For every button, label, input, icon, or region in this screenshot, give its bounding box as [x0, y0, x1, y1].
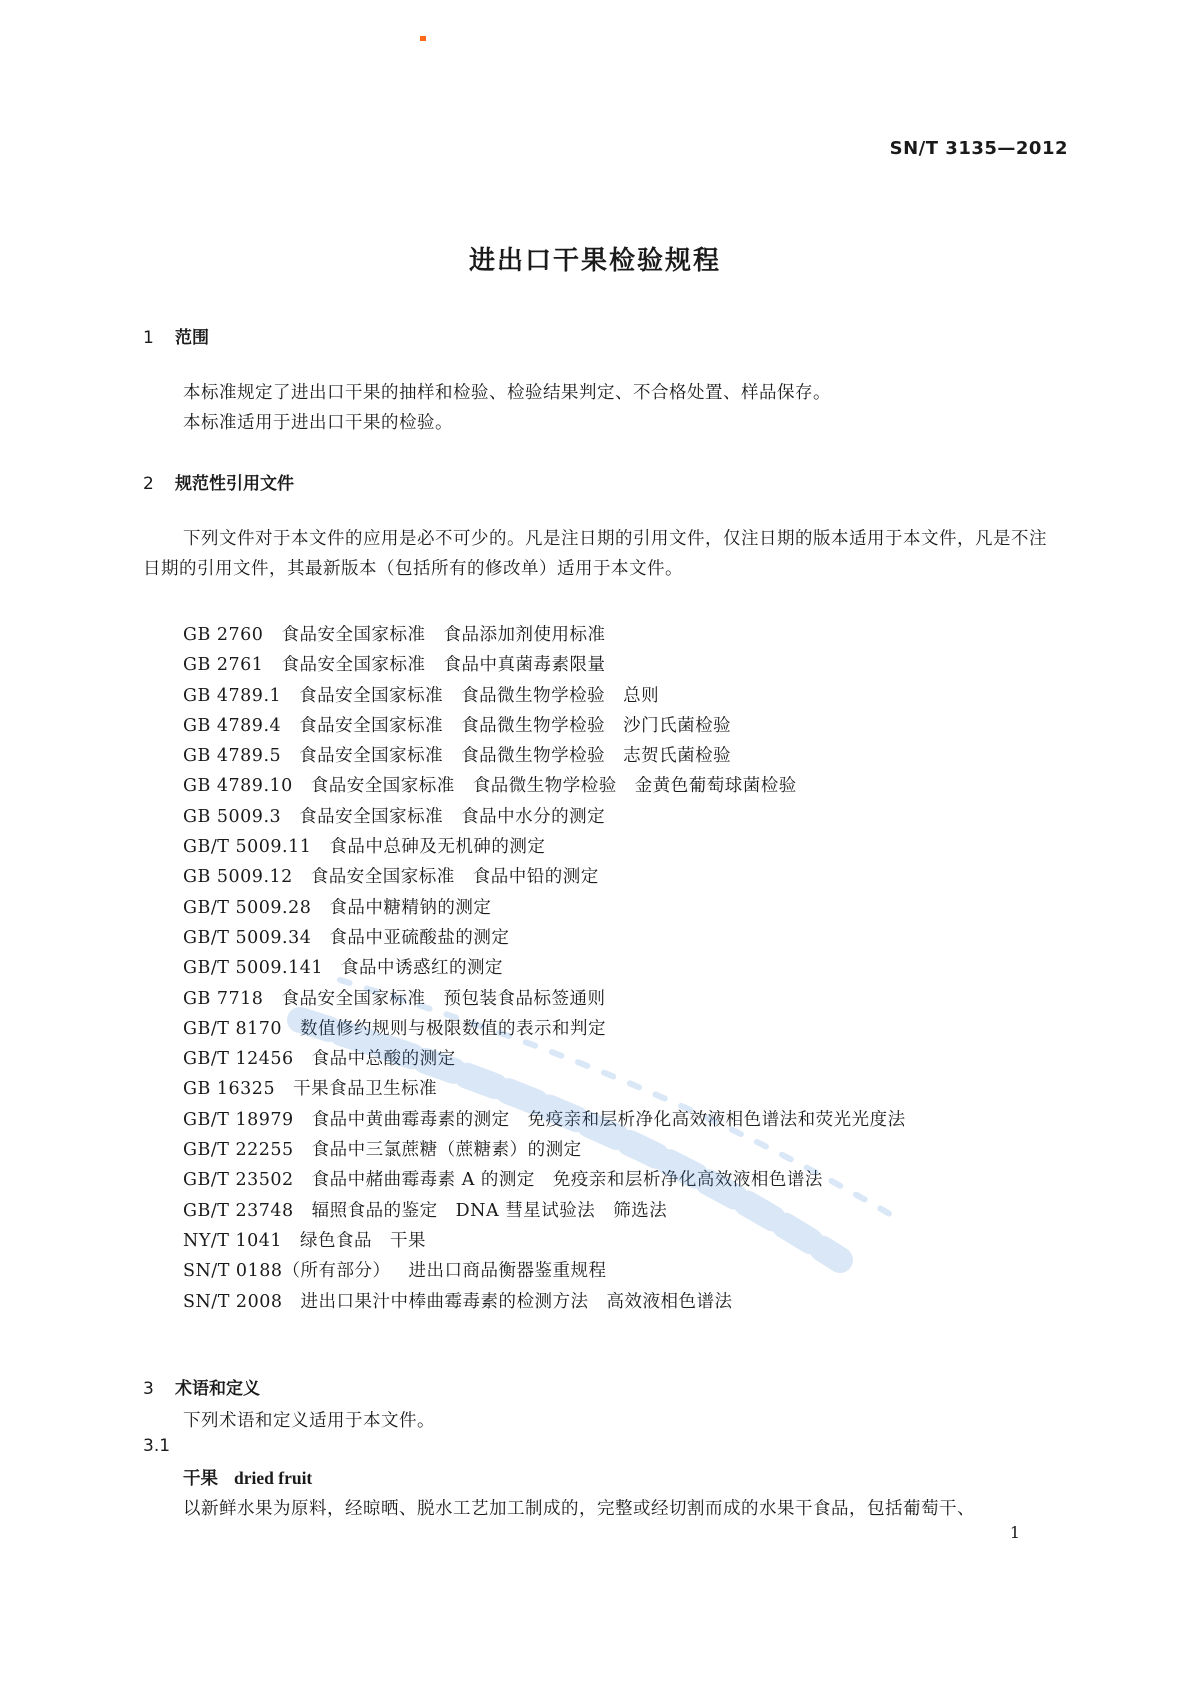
reference-item: [183, 681, 906, 711]
reference-title: 食品安全国家标准 食品微生物学检验 总则: [299, 685, 660, 706]
section-number: 3: [143, 1379, 154, 1399]
term-heading: [183, 1465, 312, 1490]
section-heading-scope: [143, 323, 209, 348]
reference-item: [183, 1074, 906, 1104]
term-number: 3.1: [143, 1436, 171, 1456]
reference-title: 食品中赭曲霉毒素 A 的测定 免疫亲和层析净化高效液相色谱法: [311, 1170, 823, 1191]
orange-marker: [420, 36, 426, 41]
reference-code: GB/T 18979: [183, 1109, 294, 1130]
reference-item: [183, 1196, 906, 1226]
reference-code: GB 5009.3: [183, 806, 282, 827]
reference-code: GB 2760: [183, 625, 264, 645]
reference-item: [183, 711, 906, 741]
term-en: dried fruit: [234, 1468, 313, 1488]
reference-title: 数值修约规则与极限数值的表示和判定: [300, 1018, 607, 1039]
reference-item: [183, 741, 906, 771]
reference-code: GB 2761: [183, 655, 264, 676]
reference-item: [183, 893, 906, 923]
document-title: 进出口干果检验规程: [468, 246, 721, 276]
section-title: 范围: [175, 328, 209, 348]
reference-code: GB/T 5009.34: [183, 927, 312, 948]
section-title: 术语和定义: [175, 1379, 260, 1399]
reference-code: NY/T 1041: [183, 1230, 283, 1251]
reference-list: [183, 620, 906, 1317]
reference-title: 干果食品卫生标准: [293, 1079, 438, 1100]
reference-item: [183, 1256, 906, 1286]
term-zh: 干果: [183, 1469, 218, 1489]
reference-title: 食品中黄曲霉毒素的测定 免疫亲和层析净化高效液相色谱法和荧光光度法: [311, 1109, 906, 1130]
reference-title: 食品中糖精钠的测定: [329, 897, 492, 918]
scope-paragraph-1: 本标准规定了进出口干果的抽样和检验、检验结果判定、不合格处置、样品保存。: [183, 383, 831, 403]
reference-title: 食品中诱惑红的测定: [340, 958, 503, 979]
reference-code: GB/T 8170: [183, 1018, 283, 1039]
reference-title: 食品安全国家标准 预包装食品标签通则: [281, 988, 606, 1009]
reference-item: [183, 771, 906, 801]
reference-title: 食品安全国家标准 食品中铅的测定: [310, 867, 599, 888]
reference-item: [183, 650, 906, 680]
section-title: 规范性引用文件: [175, 474, 294, 494]
reference-item: [183, 1105, 906, 1135]
reference-code: GB 4789.1: [183, 685, 282, 706]
reference-item: [183, 984, 906, 1014]
terms-intro: 下列术语和定义适用于本文件。: [183, 1411, 435, 1431]
reference-code: GB/T 22255: [183, 1140, 294, 1161]
reference-code: GB/T 5009.11: [183, 837, 312, 858]
reference-code: GB 4789.10: [183, 776, 293, 797]
reference-title: 食品安全国家标准 食品微生物学检验 金黄色葡萄球菌检验: [310, 776, 797, 797]
reference-item: [183, 1014, 906, 1044]
reference-code: GB 16325: [183, 1079, 276, 1100]
section-number: 2: [143, 474, 154, 494]
reference-item: [183, 923, 906, 953]
section-number: 1: [143, 328, 154, 348]
reference-title: 食品中总砷及无机砷的测定: [329, 837, 546, 858]
reference-title: 食品中总酸的测定: [311, 1049, 456, 1070]
reference-item: [183, 862, 906, 892]
standard-code: SN/T 3135—2012: [889, 138, 1068, 159]
reference-title: 食品安全国家标准 食品微生物学检验 志贺氏菌检验: [299, 746, 732, 767]
reference-item: [183, 832, 906, 862]
reference-code: SN/T 0188（所有部分）: [183, 1261, 391, 1282]
reference-item: [183, 1135, 906, 1165]
reference-item: [183, 620, 906, 650]
reference-title: 食品中亚硫酸盐的测定: [329, 927, 510, 948]
reference-code: GB/T 12456: [183, 1049, 294, 1070]
section-heading-normative: [143, 469, 294, 494]
reference-code: GB 4789.4: [183, 715, 282, 736]
reference-title: 进出口果汁中棒曲霉毒素的检测方法 高效液相色谱法: [300, 1291, 733, 1312]
reference-title: 食品安全国家标准 食品微生物学检验 沙门氏菌检验: [299, 715, 732, 736]
reference-title: 食品安全国家标准 食品中真菌毒素限量: [281, 655, 606, 676]
reference-item: [183, 953, 906, 983]
reference-title: 进出口商品衡器鉴重规程: [408, 1261, 607, 1282]
reference-code: GB/T 5009.141: [183, 958, 323, 979]
reference-code: GB/T 23748: [183, 1200, 294, 1221]
term-definition: 以新鲜水果为原料，经晾晒、脱水工艺加工制成的，完整或经切割而成的水果干食品，包括葡萄干、: [183, 1499, 975, 1519]
scope-paragraph-2: 本标准适用于进出口干果的检验。: [183, 413, 453, 433]
normative-intro: 下列文件对于本文件的应用是必不可少的。凡是注日期的引用文件，仅注日期的版本适用于本文件，凡是不注日期的引用文件，其最新版本（包括所有的修改单）适用于本文件。: [143, 529, 1047, 579]
section-heading-terms: [143, 1374, 260, 1399]
reference-code: GB 5009.12: [183, 867, 293, 888]
reference-item: [183, 1287, 906, 1317]
reference-item: [183, 1226, 906, 1256]
reference-title: 辐照食品的鉴定 DNA 彗星试验法 筛选法: [311, 1200, 668, 1221]
reference-title: 绿色食品 干果: [300, 1230, 427, 1251]
reference-title: 食品中三氯蔗糖（蔗糖素）的测定: [311, 1140, 582, 1161]
reference-code: GB 7718: [183, 988, 264, 1009]
reference-code: SN/T 2008: [183, 1291, 283, 1312]
reference-item: [183, 1165, 906, 1195]
page-number: 1: [1009, 1523, 1020, 1542]
reference-item: [183, 802, 906, 832]
reference-code: GB/T 5009.28: [183, 897, 312, 918]
reference-title: 食品安全国家标准 食品添加剂使用标准: [281, 625, 606, 645]
reference-item: [183, 1044, 906, 1074]
reference-code: GB 4789.5: [183, 746, 282, 767]
reference-title: 食品安全国家标准 食品中水分的测定: [299, 806, 606, 827]
reference-code: GB/T 23502: [183, 1170, 294, 1191]
